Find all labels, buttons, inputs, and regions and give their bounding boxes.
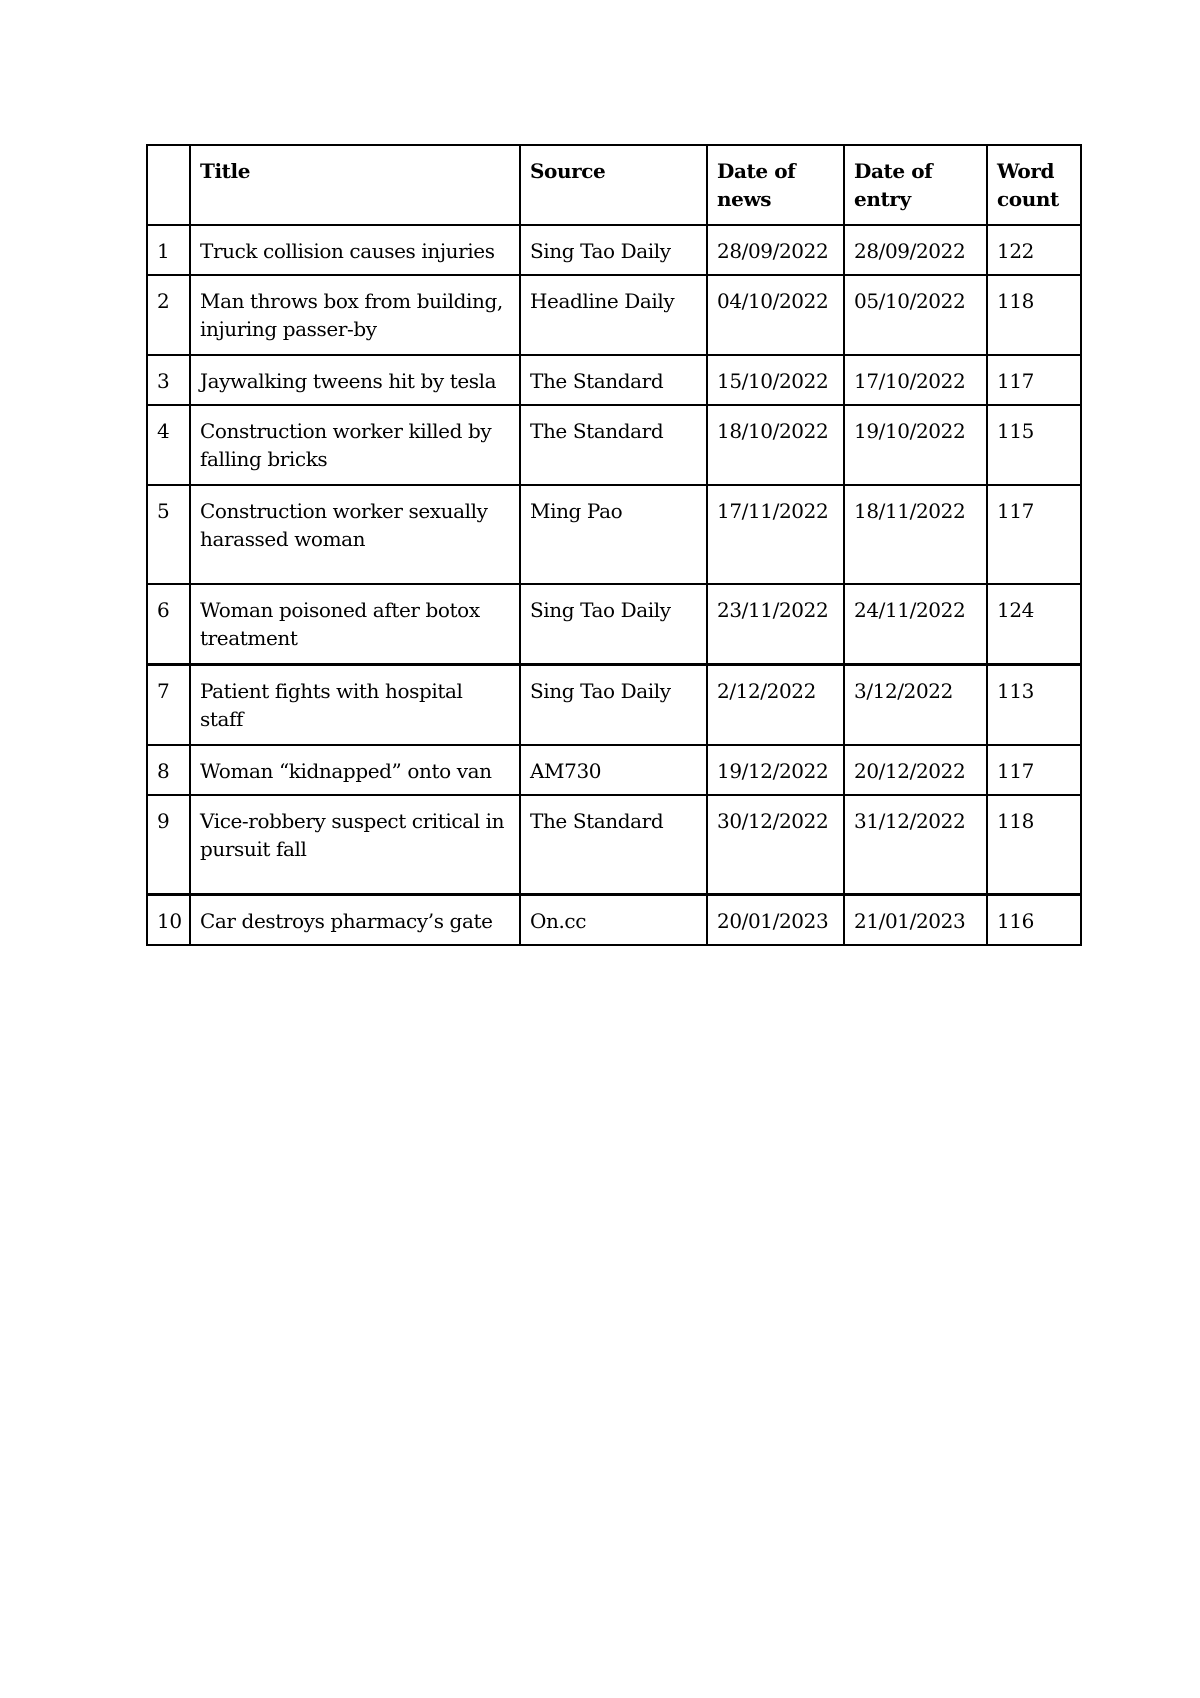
cell-date-of-news: 15/10/2022 <box>707 355 844 405</box>
cell-number: 1 <box>147 225 190 275</box>
table-row <box>147 745 1081 795</box>
news-articles-table <box>146 144 1082 946</box>
header-word-count: Word count <box>987 145 1081 225</box>
cell-word-count: 115 <box>987 405 1081 485</box>
cell-word-count: 117 <box>987 355 1081 405</box>
header-source: Source <box>520 145 707 225</box>
cell-source: On.cc <box>520 895 707 946</box>
table-header-row <box>147 145 1081 225</box>
header-number <box>147 145 190 225</box>
cell-source: The Standard <box>520 795 707 895</box>
cell-word-count: 117 <box>987 485 1081 584</box>
cell-title: Car destroys pharmacy’s gate <box>190 895 520 946</box>
cell-source: Sing Tao Daily <box>520 665 707 746</box>
table-row <box>147 275 1081 355</box>
header-date-of-news: Date of news <box>707 145 844 225</box>
cell-date-of-entry: 20/12/2022 <box>844 745 987 795</box>
cell-date-of-entry: 28/09/2022 <box>844 225 987 275</box>
cell-source: The Standard <box>520 405 707 485</box>
cell-date-of-news: 2/12/2022 <box>707 665 844 746</box>
cell-word-count: 118 <box>987 275 1081 355</box>
cell-title: Construction worker sexually harassed woman <box>190 485 520 584</box>
cell-number: 7 <box>147 665 190 746</box>
cell-date-of-entry: 19/10/2022 <box>844 405 987 485</box>
cell-date-of-entry: 24/11/2022 <box>844 584 987 665</box>
table-row <box>147 485 1081 584</box>
cell-date-of-entry: 05/10/2022 <box>844 275 987 355</box>
cell-number: 6 <box>147 584 190 665</box>
cell-title: Jaywalking tweens hit by tesla <box>190 355 520 405</box>
cell-title: Patient fights with hospital staff <box>190 665 520 746</box>
cell-source: Sing Tao Daily <box>520 584 707 665</box>
cell-date-of-entry: 31/12/2022 <box>844 795 987 895</box>
cell-source: Sing Tao Daily <box>520 225 707 275</box>
table-row <box>147 405 1081 485</box>
cell-date-of-entry: 18/11/2022 <box>844 485 987 584</box>
cell-date-of-news: 04/10/2022 <box>707 275 844 355</box>
cell-title: Vice-robbery suspect critical in pursuit fall <box>190 795 520 895</box>
cell-date-of-news: 17/11/2022 <box>707 485 844 584</box>
cell-date-of-news: 28/09/2022 <box>707 225 844 275</box>
table-row <box>147 795 1081 895</box>
cell-word-count: 113 <box>987 665 1081 746</box>
table-row <box>147 665 1081 746</box>
cell-date-of-news: 23/11/2022 <box>707 584 844 665</box>
table-row <box>147 225 1081 275</box>
cell-word-count: 118 <box>987 795 1081 895</box>
table-row <box>147 584 1081 665</box>
table-row <box>147 895 1081 946</box>
cell-date-of-news: 19/12/2022 <box>707 745 844 795</box>
cell-source: Headline Daily <box>520 275 707 355</box>
cell-date-of-news: 20/01/2023 <box>707 895 844 946</box>
cell-source: The Standard <box>520 355 707 405</box>
cell-date-of-entry: 3/12/2022 <box>844 665 987 746</box>
cell-title: Construction worker killed by falling bricks <box>190 405 520 485</box>
cell-word-count: 122 <box>987 225 1081 275</box>
cell-source: Ming Pao <box>520 485 707 584</box>
cell-number: 4 <box>147 405 190 485</box>
cell-number: 2 <box>147 275 190 355</box>
cell-title: Woman “kidnapped” onto van <box>190 745 520 795</box>
cell-title: Woman poisoned after botox treatment <box>190 584 520 665</box>
cell-date-of-news: 30/12/2022 <box>707 795 844 895</box>
cell-source: AM730 <box>520 745 707 795</box>
cell-number: 8 <box>147 745 190 795</box>
cell-date-of-news: 18/10/2022 <box>707 405 844 485</box>
cell-word-count: 124 <box>987 584 1081 665</box>
table-row <box>147 355 1081 405</box>
header-date-of-entry: Date of entry <box>844 145 987 225</box>
cell-number: 3 <box>147 355 190 405</box>
header-title: Title <box>190 145 520 225</box>
cell-date-of-entry: 21/01/2023 <box>844 895 987 946</box>
cell-word-count: 116 <box>987 895 1081 946</box>
cell-title: Man throws box from building, injuring passer-by <box>190 275 520 355</box>
cell-number: 9 <box>147 795 190 895</box>
cell-date-of-entry: 17/10/2022 <box>844 355 987 405</box>
cell-number: 10 <box>147 895 190 946</box>
cell-word-count: 117 <box>987 745 1081 795</box>
cell-number: 5 <box>147 485 190 584</box>
cell-title: Truck collision causes injuries <box>190 225 520 275</box>
